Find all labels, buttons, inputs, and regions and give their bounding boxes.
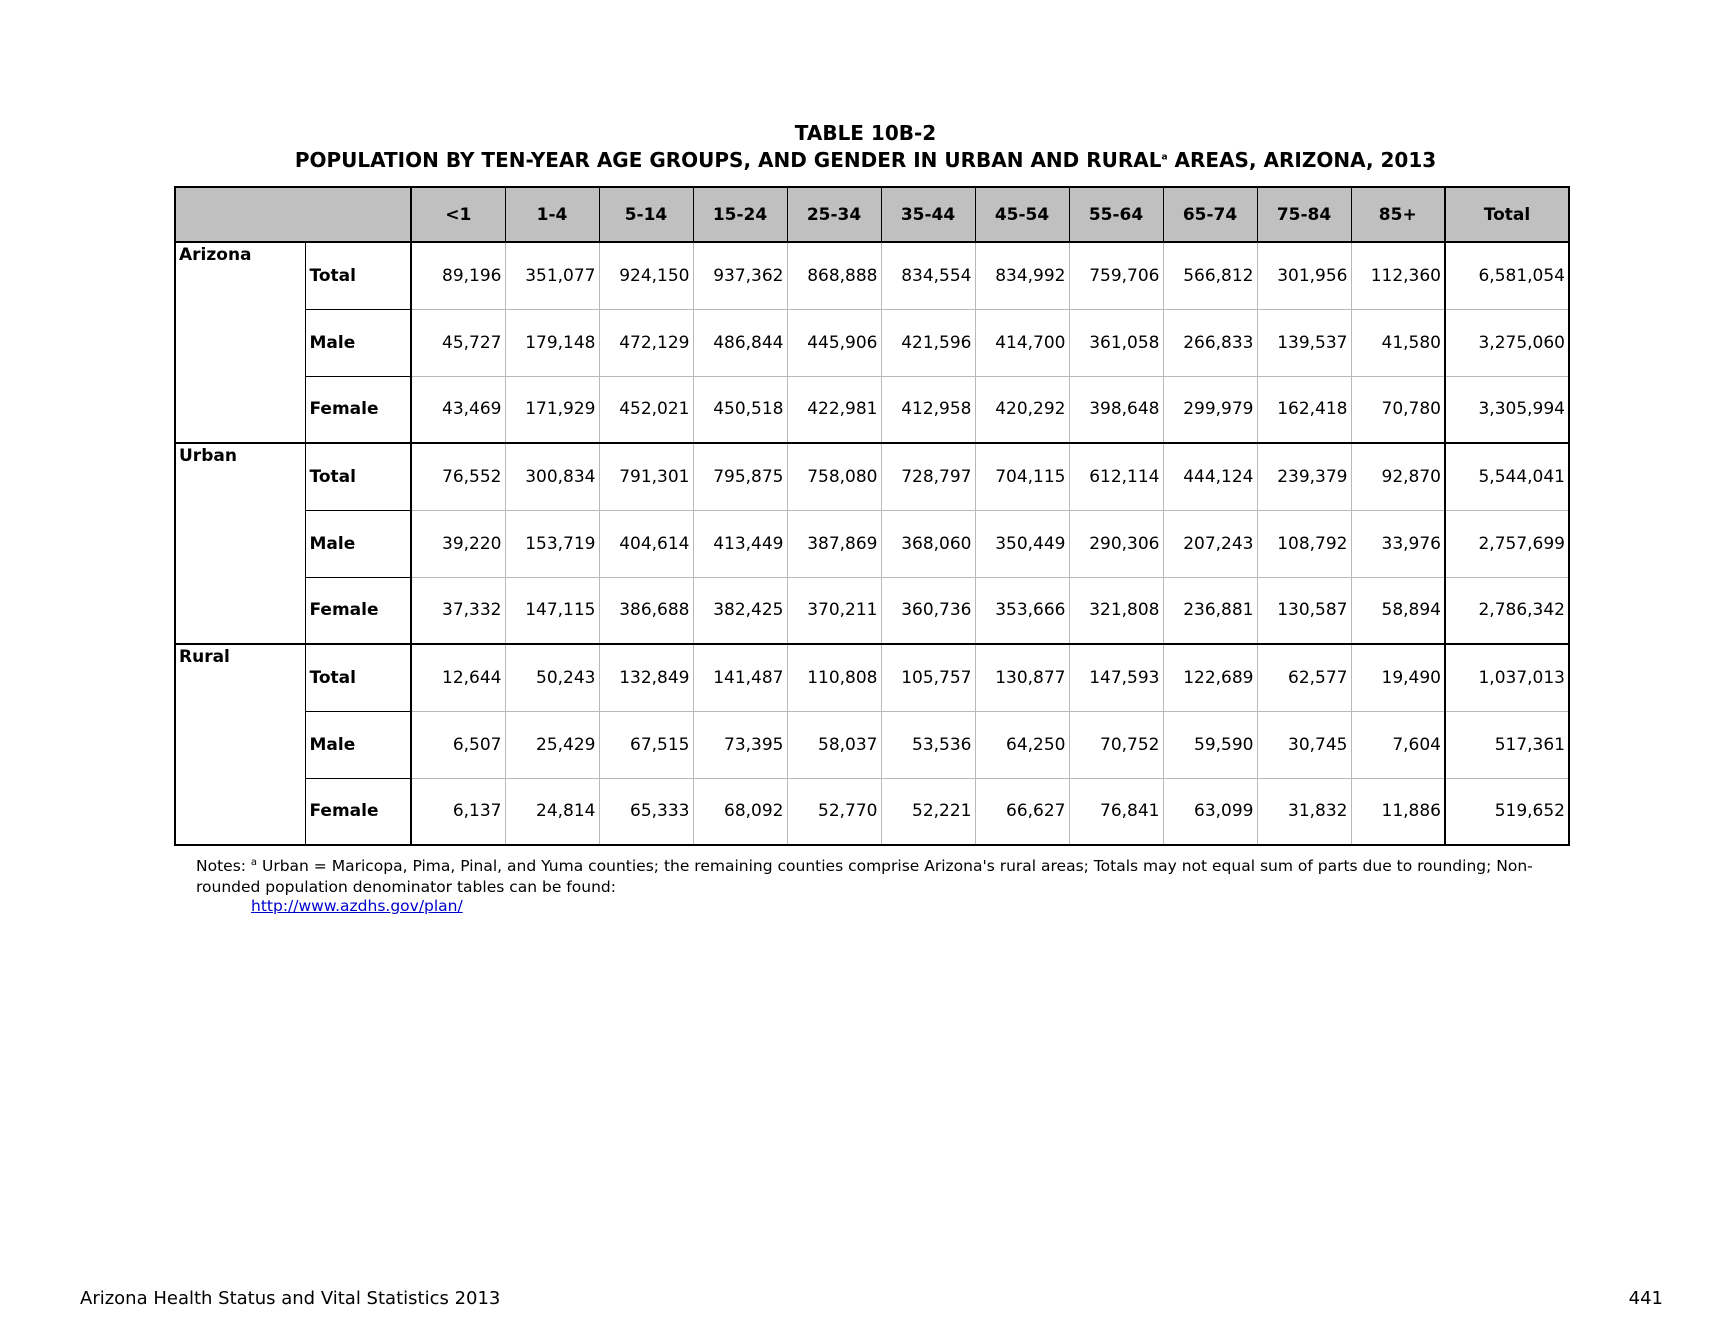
column-header: 1-4: [505, 187, 599, 242]
value-cell: 64,250: [975, 711, 1069, 778]
value-cell: 39,220: [411, 510, 505, 577]
table-row: [175, 778, 1569, 845]
table-row: [175, 510, 1569, 577]
value-cell: 50,243: [505, 644, 599, 711]
value-cell: 398,648: [1069, 376, 1163, 443]
row-total-cell: 517,361: [1445, 711, 1569, 778]
value-cell: 266,833: [1163, 309, 1257, 376]
table-row: [175, 309, 1569, 376]
value-cell: 612,114: [1069, 443, 1163, 510]
region-label: Rural: [175, 644, 305, 845]
value-cell: 76,841: [1069, 778, 1163, 845]
column-header: <1: [411, 187, 505, 242]
value-cell: 130,587: [1257, 577, 1351, 644]
value-cell: 300,834: [505, 443, 599, 510]
value-cell: 868,888: [787, 242, 881, 309]
value-cell: 413,449: [693, 510, 787, 577]
region-label: Arizona: [175, 242, 305, 443]
value-cell: 141,487: [693, 644, 787, 711]
population-table: [174, 186, 1570, 846]
value-cell: 239,379: [1257, 443, 1351, 510]
notes-text: Urban = Maricopa, Pima, Pinal, and Yuma counties; the remaining counties comprise Arizona's rural areas; Totals may not equal sum of parts due to rounding; Non-rounded population denominator tables can be found:: [196, 857, 1533, 897]
value-cell: 420,292: [975, 376, 1069, 443]
value-cell: 834,992: [975, 242, 1069, 309]
value-cell: 452,021: [599, 376, 693, 443]
value-cell: 162,418: [1257, 376, 1351, 443]
notes-footnote-marker: a: [250, 857, 258, 868]
gender-label: Total: [305, 443, 411, 510]
value-cell: 43,469: [411, 376, 505, 443]
value-cell: 70,752: [1069, 711, 1163, 778]
row-total-cell: 3,275,060: [1445, 309, 1569, 376]
column-header: 45-54: [975, 187, 1069, 242]
value-cell: 444,124: [1163, 443, 1257, 510]
value-cell: 147,115: [505, 577, 599, 644]
value-cell: 299,979: [1163, 376, 1257, 443]
gender-label: Male: [305, 510, 411, 577]
value-cell: 486,844: [693, 309, 787, 376]
value-cell: 728,797: [881, 443, 975, 510]
value-cell: 179,148: [505, 309, 599, 376]
value-cell: 7,604: [1351, 711, 1445, 778]
value-cell: 65,333: [599, 778, 693, 845]
value-cell: 62,577: [1257, 644, 1351, 711]
value-cell: 382,425: [693, 577, 787, 644]
value-cell: 834,554: [881, 242, 975, 309]
value-cell: 758,080: [787, 443, 881, 510]
value-cell: 370,211: [787, 577, 881, 644]
value-cell: 414,700: [975, 309, 1069, 376]
value-cell: 351,077: [505, 242, 599, 309]
gender-label: Female: [305, 778, 411, 845]
value-cell: 387,869: [787, 510, 881, 577]
gender-label: Total: [305, 644, 411, 711]
subtitle-footnote-marker: a: [1161, 152, 1168, 163]
value-cell: 472,129: [599, 309, 693, 376]
gender-label: Female: [305, 376, 411, 443]
table-row: [175, 577, 1569, 644]
value-cell: 70,780: [1351, 376, 1445, 443]
value-cell: 37,332: [411, 577, 505, 644]
value-cell: 31,832: [1257, 778, 1351, 845]
value-cell: 105,757: [881, 644, 975, 711]
table-row: [175, 376, 1569, 443]
value-cell: 421,596: [881, 309, 975, 376]
value-cell: 59,590: [1163, 711, 1257, 778]
gender-label: Female: [305, 577, 411, 644]
value-cell: 19,490: [1351, 644, 1445, 711]
value-cell: 58,894: [1351, 577, 1445, 644]
notes-prefix: Notes:: [196, 857, 251, 876]
value-cell: 412,958: [881, 376, 975, 443]
value-cell: 759,706: [1069, 242, 1163, 309]
value-cell: 52,221: [881, 778, 975, 845]
column-header: 65-74: [1163, 187, 1257, 242]
value-cell: 360,736: [881, 577, 975, 644]
value-cell: 112,360: [1351, 242, 1445, 309]
column-header: 5-14: [599, 187, 693, 242]
value-cell: 25,429: [505, 711, 599, 778]
value-cell: 30,745: [1257, 711, 1351, 778]
value-cell: 53,536: [881, 711, 975, 778]
value-cell: 12,644: [411, 644, 505, 711]
table-title: TABLE 10B-2: [794, 121, 937, 145]
value-cell: 321,808: [1069, 577, 1163, 644]
value-cell: 795,875: [693, 443, 787, 510]
row-total-cell: 1,037,013: [1445, 644, 1569, 711]
value-cell: 24,814: [505, 778, 599, 845]
value-cell: 147,593: [1069, 644, 1163, 711]
row-total-cell: 5,544,041: [1445, 443, 1569, 510]
value-cell: 122,689: [1163, 644, 1257, 711]
value-cell: 704,115: [975, 443, 1069, 510]
value-cell: 63,099: [1163, 778, 1257, 845]
value-cell: 41,580: [1351, 309, 1445, 376]
value-cell: 924,150: [599, 242, 693, 309]
header-corner: [175, 187, 411, 242]
value-cell: 45,727: [411, 309, 505, 376]
value-cell: 89,196: [411, 242, 505, 309]
value-cell: 6,507: [411, 711, 505, 778]
value-cell: 791,301: [599, 443, 693, 510]
page-number: 441: [1628, 1288, 1663, 1309]
row-total-cell: 2,786,342: [1445, 577, 1569, 644]
value-cell: 68,092: [693, 778, 787, 845]
row-total-cell: 2,757,699: [1445, 510, 1569, 577]
value-cell: 290,306: [1069, 510, 1163, 577]
column-header: 25-34: [787, 187, 881, 242]
value-cell: 236,881: [1163, 577, 1257, 644]
value-cell: 92,870: [1351, 443, 1445, 510]
value-cell: 66,627: [975, 778, 1069, 845]
column-header: Total: [1445, 187, 1569, 242]
value-cell: 353,666: [975, 577, 1069, 644]
gender-label: Male: [305, 309, 411, 376]
table-notes: [196, 852, 1556, 898]
value-cell: 110,808: [787, 644, 881, 711]
value-cell: 108,792: [1257, 510, 1351, 577]
value-cell: 73,395: [693, 711, 787, 778]
column-header: 85+: [1351, 187, 1445, 242]
column-header: 55-64: [1069, 187, 1163, 242]
denominator-tables-link[interactable]: http://www.azdhs.gov/plan/: [251, 897, 463, 915]
value-cell: 937,362: [693, 242, 787, 309]
row-total-cell: 3,305,994: [1445, 376, 1569, 443]
value-cell: 566,812: [1163, 242, 1257, 309]
row-total-cell: 6,581,054: [1445, 242, 1569, 309]
value-cell: 52,770: [787, 778, 881, 845]
table-row: [175, 644, 1569, 711]
value-cell: 386,688: [599, 577, 693, 644]
value-cell: 301,956: [1257, 242, 1351, 309]
table-row: [175, 443, 1569, 510]
region-label: Urban: [175, 443, 305, 644]
table-subtitle: [0, 148, 1731, 172]
value-cell: 139,537: [1257, 309, 1351, 376]
value-cell: 350,449: [975, 510, 1069, 577]
table-row: [175, 711, 1569, 778]
value-cell: 171,929: [505, 376, 599, 443]
gender-label: Male: [305, 711, 411, 778]
value-cell: 67,515: [599, 711, 693, 778]
value-cell: 33,976: [1351, 510, 1445, 577]
column-header: 15-24: [693, 187, 787, 242]
value-cell: 58,037: [787, 711, 881, 778]
value-cell: 132,849: [599, 644, 693, 711]
value-cell: 11,886: [1351, 778, 1445, 845]
value-cell: 207,243: [1163, 510, 1257, 577]
value-cell: 445,906: [787, 309, 881, 376]
value-cell: 404,614: [599, 510, 693, 577]
value-cell: 6,137: [411, 778, 505, 845]
value-cell: 153,719: [505, 510, 599, 577]
row-total-cell: 519,652: [1445, 778, 1569, 845]
subtitle-end: AREAS, ARIZONA, 2013: [1167, 148, 1437, 172]
table-row: [175, 242, 1569, 309]
gender-label: Total: [305, 242, 411, 309]
footer-publication: Arizona Health Status and Vital Statistics 2013: [80, 1288, 501, 1309]
value-cell: 422,981: [787, 376, 881, 443]
column-header: 35-44: [881, 187, 975, 242]
column-header: 75-84: [1257, 187, 1351, 242]
value-cell: 450,518: [693, 376, 787, 443]
value-cell: 76,552: [411, 443, 505, 510]
header-row: [175, 187, 1569, 242]
value-cell: 130,877: [975, 644, 1069, 711]
subtitle-main: POPULATION BY TEN-YEAR AGE GROUPS, AND GENDER IN URBAN AND RURAL: [294, 148, 1162, 172]
value-cell: 368,060: [881, 510, 975, 577]
value-cell: 361,058: [1069, 309, 1163, 376]
